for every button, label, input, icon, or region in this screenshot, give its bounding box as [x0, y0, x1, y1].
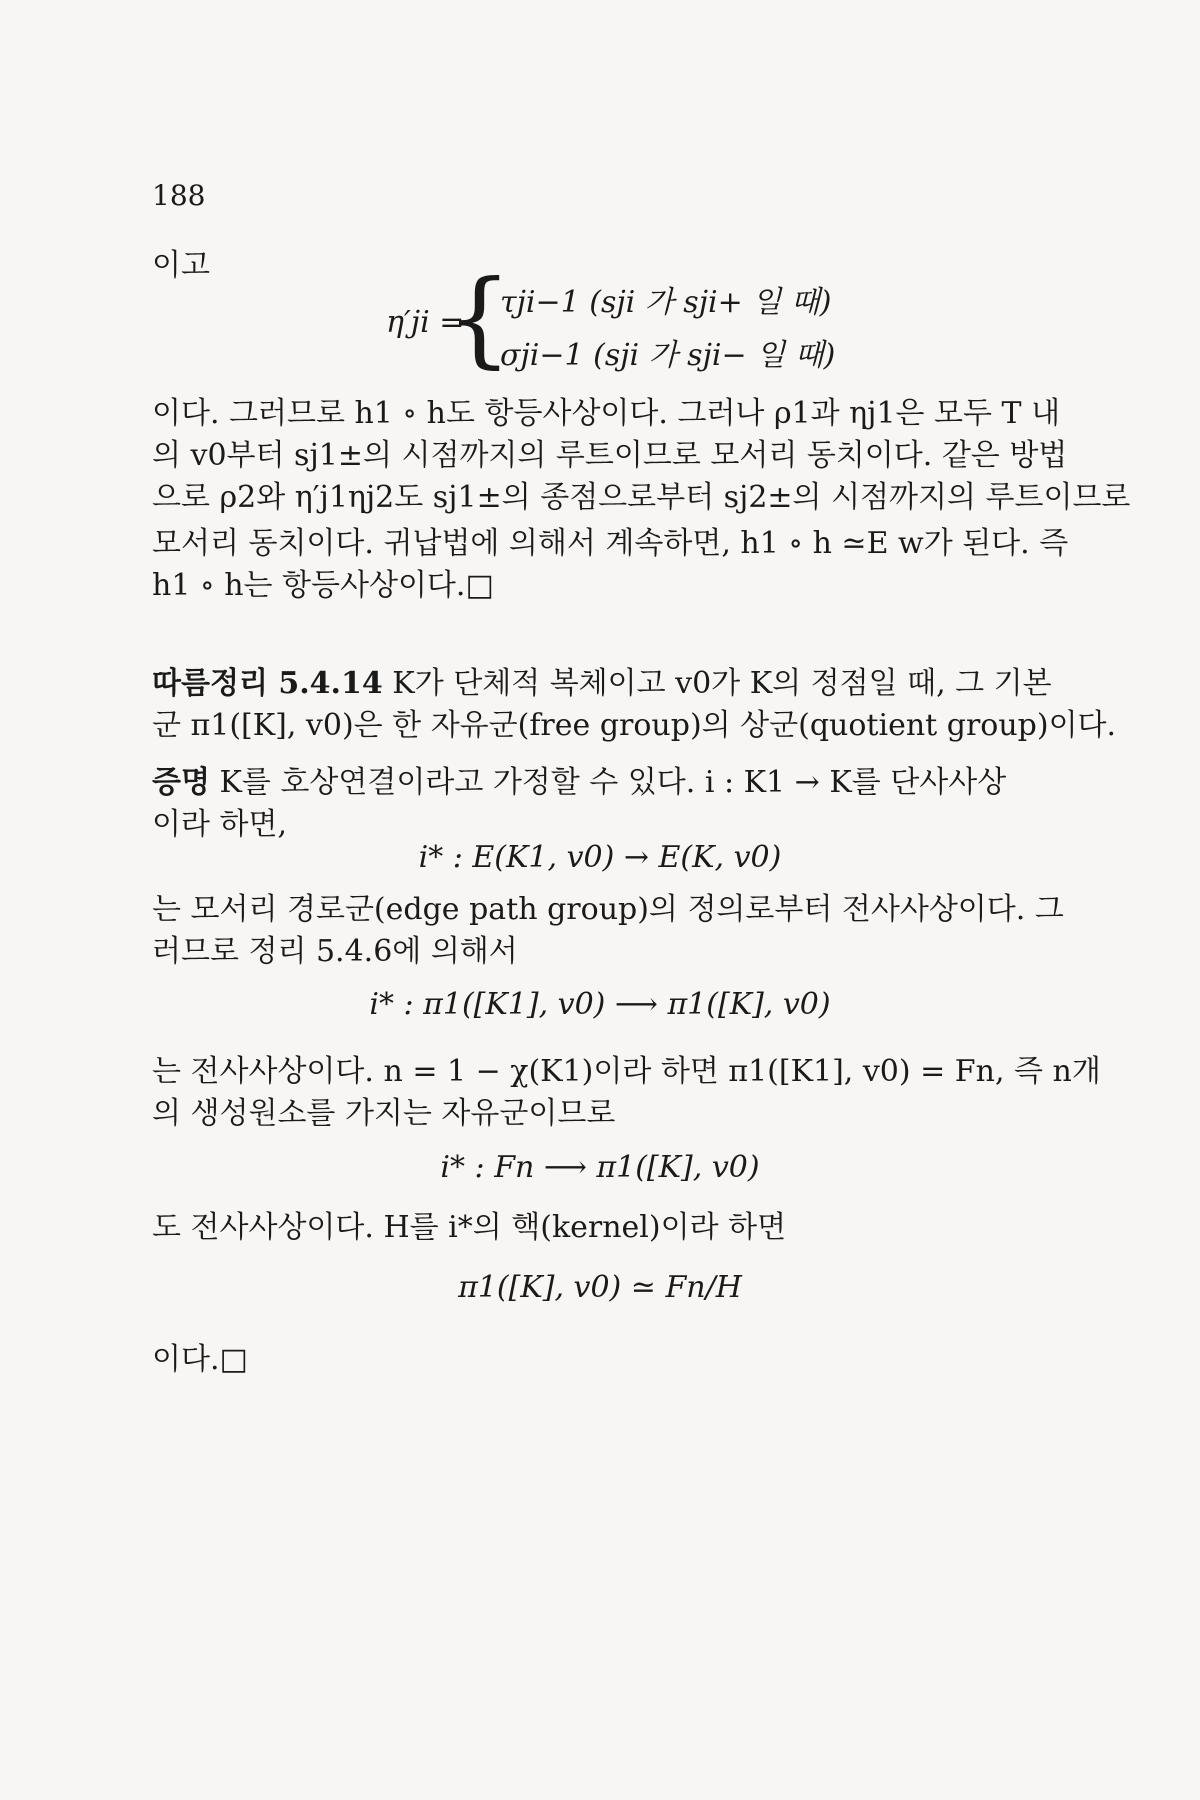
equation: i* : π1([K1], v0) ⟶ π1([K], v0)	[369, 987, 831, 1022]
text-line: 도 전사사상이다. H를 i*의 핵(kernel)이라 하면	[152, 1210, 787, 1245]
text-line: 는 전사사상이다. n = 1 − χ(K1)이라 하면 π1([K1], v0) = Fn, 즉 n개	[152, 1054, 1101, 1089]
equation-lhs: η′ji =	[386, 305, 465, 340]
proof-text: K를 호상연결이라고 가정할 수 있다. i : K1 → K를 단사사상	[209, 765, 1007, 800]
equation: i* : Fn ⟶ π1([K], v0)	[440, 1150, 760, 1185]
text-line: 군 π1([K], v0)은 한 자유군(free group)의 상군(quotient group)이다.	[152, 708, 1117, 743]
text-line: 는 모서리 경로군(edge path group)의 정의로부터 전사사상이다. 그	[152, 892, 1064, 927]
page-number: 188	[152, 179, 206, 212]
equation: π1([K], v0) ≃ Fn/H	[458, 1270, 742, 1305]
text-line: 의 v0부터 sj1±의 시점까지의 루트이므로 모서리 동치이다. 같은 방법	[152, 438, 1068, 473]
equation-case: σji−1 (sji 가 sji− 일 때)	[500, 338, 836, 373]
proof-label: 증명	[152, 765, 210, 800]
text-line: 의 생성원소를 가지는 자유군이므로	[152, 1096, 616, 1131]
text-line: h1 ∘ h는 항등사상이다.□	[152, 568, 494, 603]
text-line: 이다. 그러므로 h1 ∘ h도 항등사상이다. 그러나 ρ1과 ηj1은 모두 T 내	[152, 396, 1061, 431]
text-line: 이라 하면,	[152, 807, 287, 842]
text-line: 으로 ρ2와 η′j1ηj2도 sj1±의 종점으로부터 sj2±의 시점까지의 루트이므로	[152, 480, 1131, 515]
corollary-text: K가 단체적 복체이고 v0가 K의 정점일 때, 그 기본	[382, 666, 1052, 701]
text-line: 모서리 동치이다. 귀납법에 의해서 계속하면, h1 ∘ h ≃E w가 된다. 즉	[152, 526, 1069, 561]
proof-line	[152, 763, 1006, 803]
corollary-line	[152, 664, 1052, 704]
equation: i* : E(K1, v0) → E(K, v0)	[418, 840, 782, 875]
corollary-label: 따름정리 5.4.14	[152, 666, 383, 701]
text-line: 이고	[152, 248, 210, 283]
text-line: 이다.□	[152, 1342, 248, 1377]
equation-case: τji−1 (sji 가 sji+ 일 때)	[500, 285, 832, 320]
left-brace: {	[446, 257, 513, 379]
text-line: 러므로 정리 5.4.6에 의해서	[152, 934, 518, 969]
